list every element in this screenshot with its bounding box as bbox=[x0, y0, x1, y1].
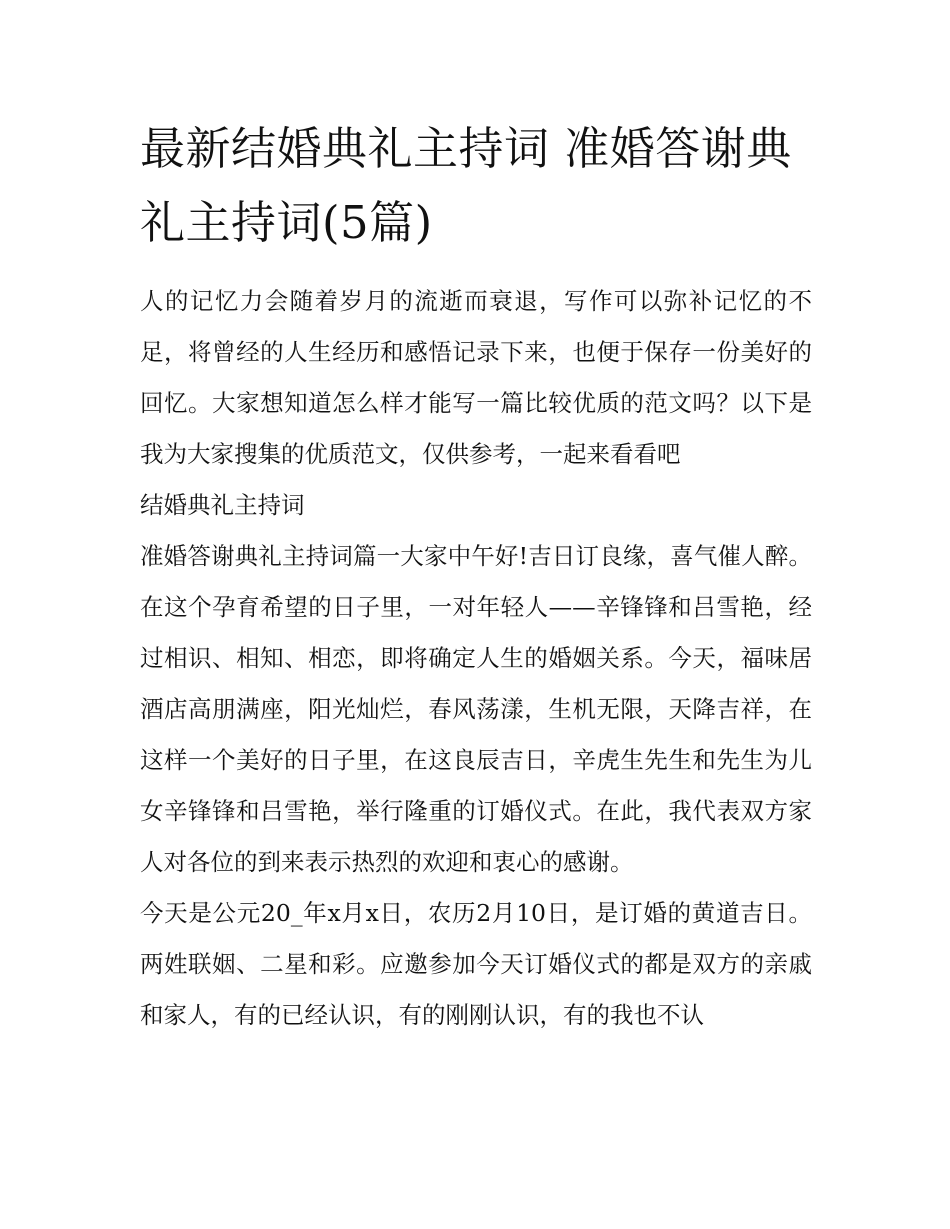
body-paragraph: 今天是公元20_年x月x日，农历2月10日，是订婚的黄道吉日。两姓联姻、二星和彩。应邀参加今天订婚仪式的都是双方的亲戚和家人，有的已经认识，有的刚刚认识，有的我也不认 bbox=[140, 899, 812, 1029]
intro-paragraph: 人的记忆力会随着岁月的流逝而衰退，写作可以弥补记忆的不足，将曾经的人生经历和感悟记录下来，也便于保存一份美好的回忆。大家想知道怎么样才能写一篇比较优质的范文吗？以下是我为大家搜集的优质范文，仅供参考，一起来看看吧 bbox=[140, 287, 812, 468]
document-body bbox=[140, 276, 812, 1041]
document-title: 最新结婚典礼主持词 准婚答谢典礼主持词(5篇) bbox=[140, 122, 792, 249]
section-heading: 结婚典礼主持词 bbox=[140, 491, 305, 519]
body-paragraph: 准婚答谢典礼主持词篇一大家中午好!吉日订良缘，喜气催人醉。在这个孕育希望的日子里，一对年轻人——辛锋锋和吕雪艳，经过相识、相知、相恋，即将确定人生的婚姻关系。今天，福味居酒店高朋满座，阳光灿烂，春风荡漾，生机无限，天降吉祥，在这样一个美好的日子里，在这良辰吉日，辛虎生先生和先生为儿女辛锋锋和吕雪艳，举行隆重的订婚仪式。在此，我代表双方家人对各位的到来表示热烈的欢迎和衷心的感谢。 bbox=[140, 542, 812, 876]
